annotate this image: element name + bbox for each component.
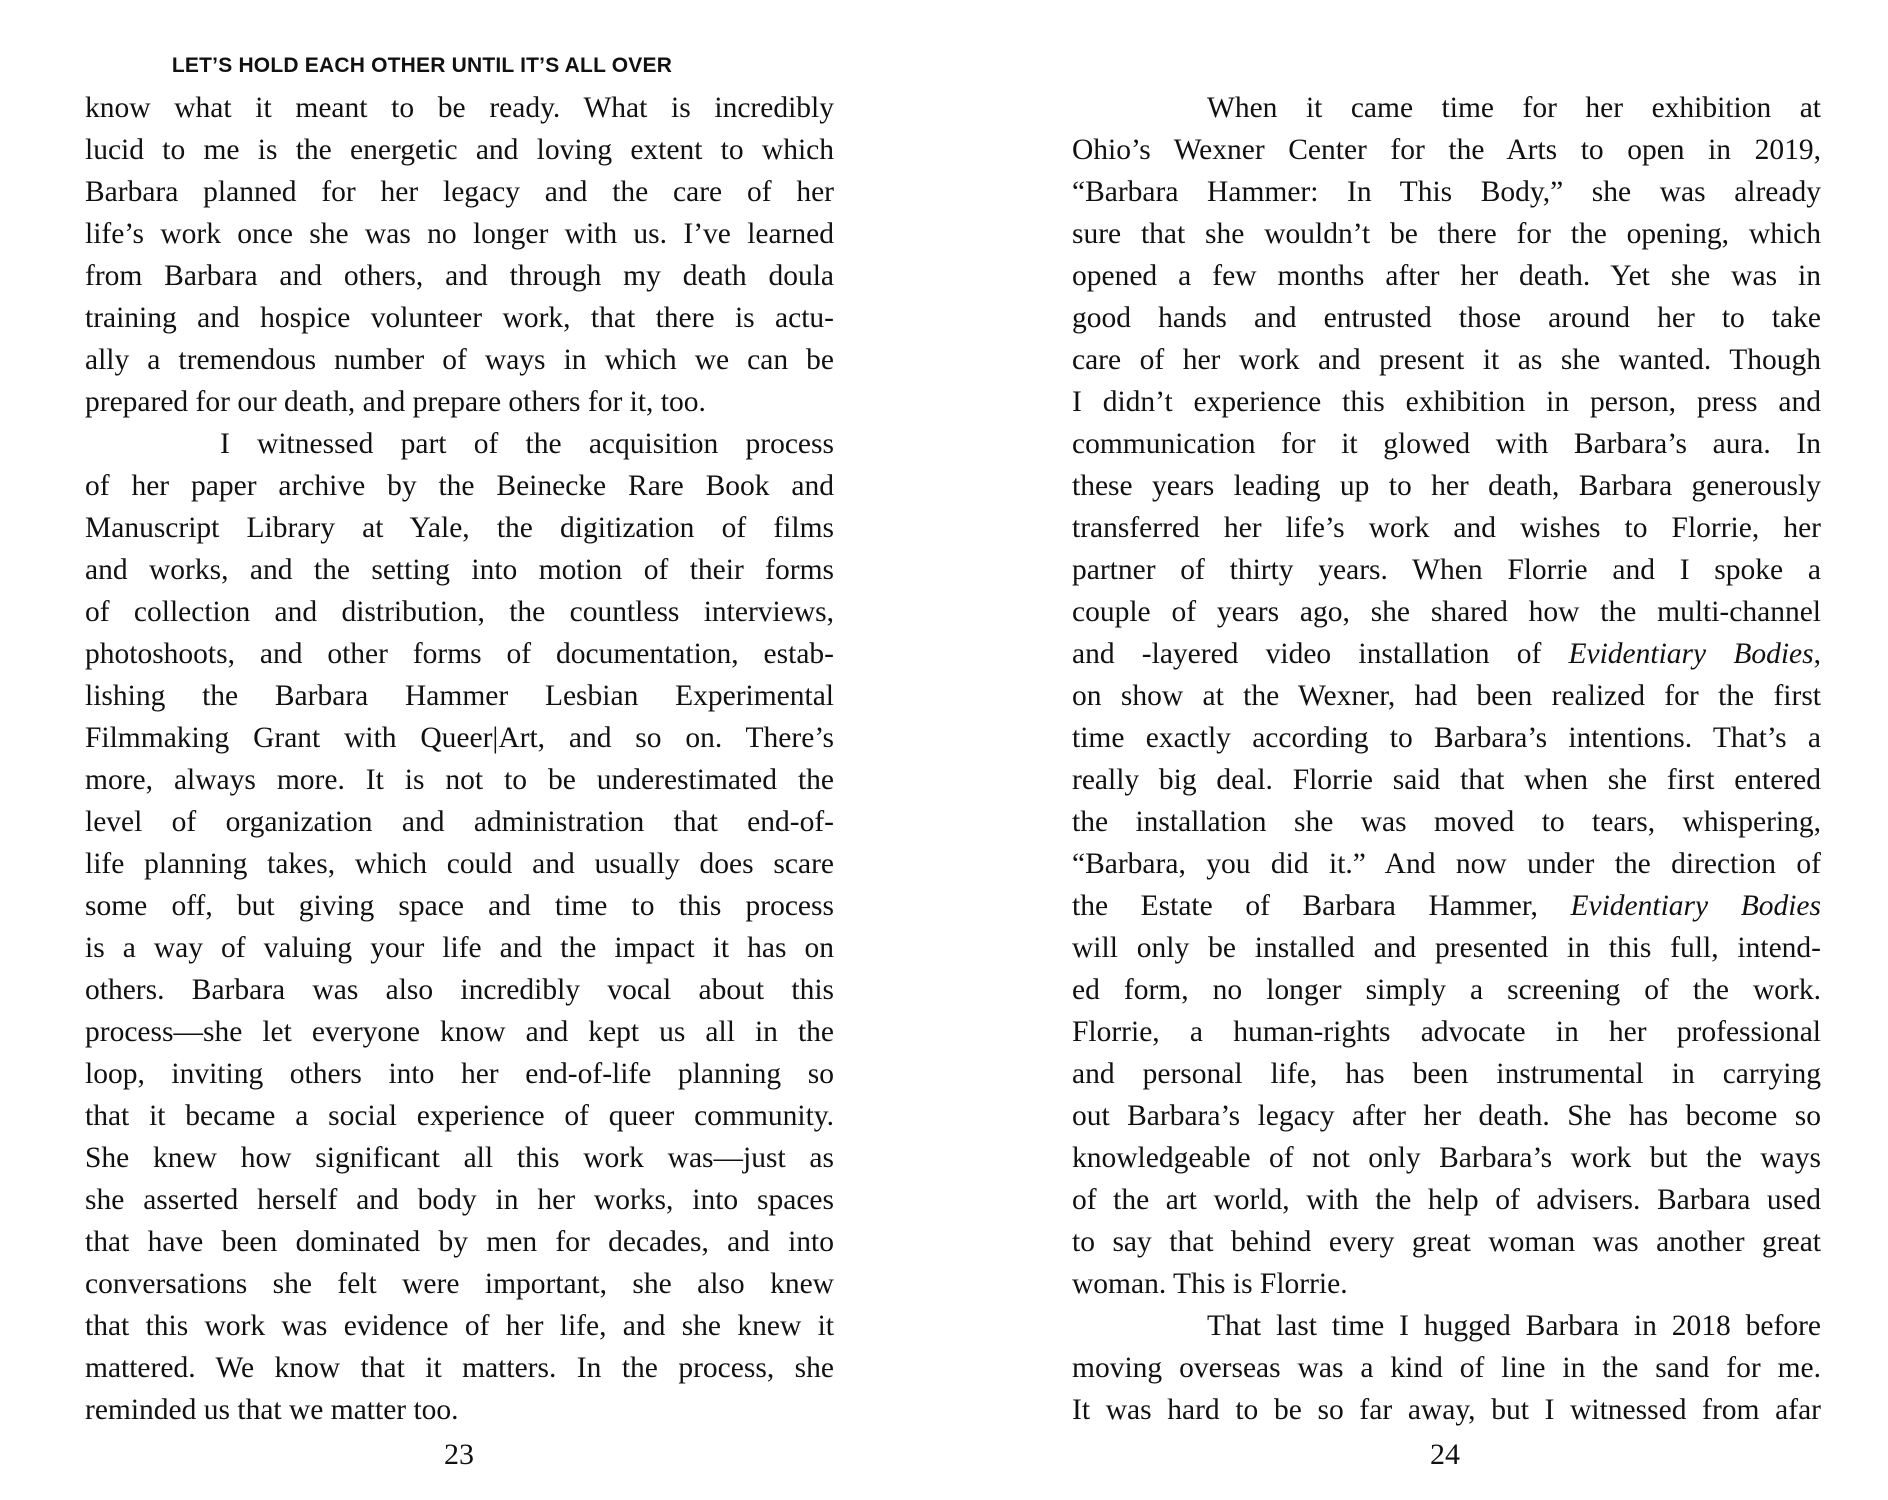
text-line-content: “Barbara Hammer: In This Body,” she was already: [1072, 176, 1821, 208]
text-line-content: That last time I hugged Barbara in 2018 before: [1207, 1310, 1821, 1342]
text-line: [1072, 1137, 1821, 1179]
text-line-content: training and hospice volunteer work, that there is actu-: [85, 302, 834, 334]
text-line-content: some off, but giving space and time to this process: [85, 890, 834, 922]
text-line: [85, 717, 834, 759]
text-line: [85, 1389, 834, 1431]
text-line: [1072, 1347, 1821, 1389]
text-line: [85, 1179, 834, 1221]
text-line-content: out Barbara’s legacy after her death. She has become so: [1072, 1100, 1821, 1132]
text-line: [85, 801, 834, 843]
text-line: [85, 1221, 834, 1263]
text-line: [1072, 87, 1821, 129]
text-line: [85, 255, 834, 297]
text-line-content: When it came time for her exhibition at: [1207, 92, 1821, 124]
text-line: [1072, 633, 1821, 675]
text-line-content: really big deal. Florrie said that when she first entered: [1072, 764, 1821, 796]
text-line: [85, 1095, 834, 1137]
text-line-content: will only be installed and presented in this full, intend-: [1072, 932, 1821, 964]
text-line-content: It was hard to be so far away, but I witnessed from afar: [1072, 1394, 1821, 1426]
text-line: [85, 507, 834, 549]
text-line: [85, 675, 834, 717]
text-line: [1072, 1053, 1821, 1095]
text-line-content: good hands and entrusted those around her to take: [1072, 302, 1821, 334]
text-line-content: lucid to me is the energetic and loving extent to which: [85, 134, 834, 166]
text-line-content: on show at the Wexner, had been realized for the first: [1072, 680, 1821, 712]
text-line: [85, 465, 834, 507]
text-line: [85, 1137, 834, 1179]
text-line: [85, 549, 834, 591]
text-line: [1072, 507, 1821, 549]
text-line-content: sure that she wouldn’t be there for the opening, which: [1072, 218, 1821, 250]
text-line: [1072, 675, 1821, 717]
page-number-left: 23: [444, 1438, 474, 1471]
text-line-content: Barbara planned for her legacy and the care of her: [85, 176, 834, 208]
text-line: [85, 87, 834, 129]
text-line: [85, 759, 834, 801]
text-line-content: I witnessed part of the acquisition process: [220, 428, 834, 460]
text-line: [85, 633, 834, 675]
text-line-content: life planning takes, which could and usually does scare: [85, 848, 834, 880]
text-line-content: Manuscript Library at Yale, the digitization of films: [85, 512, 834, 544]
right-page-text: [1072, 87, 1821, 1431]
text-line: [1072, 549, 1821, 591]
text-line-content: and works, and the setting into motion of their forms: [85, 554, 834, 586]
text-line-content: of collection and distribution, the countless interviews,: [85, 596, 834, 628]
text-line: [1072, 1389, 1821, 1431]
text-line: [1072, 1179, 1821, 1221]
text-line: [1072, 885, 1821, 927]
text-line-content: that it became a social experience of queer community.: [85, 1100, 834, 1132]
text-line: [1072, 1221, 1821, 1263]
text-line: [1072, 423, 1821, 465]
text-line-content: communication for it glowed with Barbara’s aura. In: [1072, 428, 1821, 460]
text-line: [1072, 339, 1821, 381]
text-line-content: woman. This is Florrie.: [1072, 1268, 1348, 1300]
text-line-content: Florrie, a human-rights advocate in her professional: [1072, 1016, 1821, 1048]
text-line-content: couple of years ago, she shared how the multi-channel: [1072, 596, 1821, 628]
text-line: [85, 1263, 834, 1305]
text-line: [1072, 297, 1821, 339]
text-line-content: knowledgeable of not only Barbara’s work but the ways: [1072, 1142, 1821, 1174]
text-line-content: know what it meant to be ready. What is incredibly: [85, 92, 834, 124]
text-line-content: that have been dominated by men for decades, and into: [85, 1226, 834, 1258]
text-line: [85, 591, 834, 633]
text-line-content: level of organization and administration that end-of-: [85, 806, 834, 838]
left-page-text: [85, 87, 834, 1431]
text-line-content: partner of thirty years. When Florrie and I spoke a: [1072, 554, 1821, 586]
text-line-content: to say that behind every great woman was another great: [1072, 1226, 1821, 1258]
text-line: [85, 1011, 834, 1053]
text-line: [85, 423, 834, 465]
text-line: [1072, 1305, 1821, 1347]
text-line-content: transferred her life’s work and wishes to Florrie, her: [1072, 512, 1821, 544]
text-line-content: these years leading up to her death, Barbara generously: [1072, 470, 1821, 502]
italic-title: Evidentiary Bodies: [1568, 638, 1814, 670]
text-line: [1072, 213, 1821, 255]
text-line-content: life’s work once she was no longer with us. I’ve learned: [85, 218, 834, 250]
text-line-content: mattered. We know that it matters. In the process, she: [85, 1352, 834, 1384]
text-line-content: is a way of valuing your life and the impact it has on: [85, 932, 834, 964]
text-line-content: of her paper archive by the Beinecke Rare Book and: [85, 470, 834, 502]
text-line: [1072, 591, 1821, 633]
text-line: [85, 171, 834, 213]
text-line-content: others. Barbara was also incredibly vocal about this: [85, 974, 834, 1006]
text-line-content: reminded us that we matter too.: [85, 1394, 459, 1426]
italic-title: Evidentiary Bodies: [1570, 890, 1821, 922]
text-line: [85, 885, 834, 927]
text-line: [1072, 1011, 1821, 1053]
text-line-content: she asserted herself and body in her works, into spaces: [85, 1184, 834, 1216]
text-line-content: ed form, no longer simply a screening of the work.: [1072, 974, 1821, 1006]
text-line: [1072, 465, 1821, 507]
text-line-content: Ohio’s Wexner Center for the Arts to open in 2019,: [1072, 134, 1821, 166]
text-line: [85, 1305, 834, 1347]
text-line: [1072, 843, 1821, 885]
text-line-content: prepared for our death, and prepare others for it, too.: [85, 386, 706, 418]
text-line-content: conversations she felt were important, she also knew: [85, 1268, 834, 1300]
text-line-content: ally a tremendous number of ways in which we can be: [85, 344, 834, 376]
text-line: [1072, 801, 1821, 843]
text-line: [85, 1053, 834, 1095]
running-head: LET’S HOLD EACH OTHER UNTIL IT’S ALL OVER: [171, 54, 673, 77]
text-line-content: and -layered video installation of: [1072, 638, 1569, 670]
text-line: [85, 927, 834, 969]
text-line: [1072, 381, 1821, 423]
text-line: [1072, 129, 1821, 171]
text-line: [1072, 969, 1821, 1011]
text-line: [1072, 759, 1821, 801]
page-number-right: 24: [1430, 1438, 1460, 1471]
text-line: [85, 129, 834, 171]
text-line-content: moving overseas was a kind of line in the sand for me.: [1072, 1352, 1821, 1384]
text-line: [85, 381, 834, 423]
text-line: [85, 213, 834, 255]
text-line: [85, 339, 834, 381]
text-line-content: and personal life, has been instrumental in carrying: [1072, 1058, 1821, 1090]
text-line-content: process—she let everyone know and kept us all in the: [85, 1016, 834, 1048]
text-line-content: from Barbara and others, and through my death doula: [85, 260, 834, 292]
text-line-content: Filmmaking Grant with Queer|Art, and so on. There’s: [85, 722, 834, 754]
text-line: [1072, 717, 1821, 759]
text-line-content: that this work was evidence of her life, and she knew it: [85, 1310, 834, 1342]
text-line-content: loop, inviting others into her end-of-life planning so: [85, 1058, 834, 1090]
text-line: [1072, 255, 1821, 297]
text-line-content: photoshoots, and other forms of documentation, estab-: [85, 638, 834, 670]
text-line-tail: ,: [1813, 638, 1821, 670]
text-line: [85, 843, 834, 885]
text-line-content: the Estate of Barbara Hammer,: [1072, 890, 1571, 922]
text-line-content: of the art world, with the help of advisers. Barbara used: [1072, 1184, 1821, 1216]
text-line-content: time exactly according to Barbara’s intentions. That’s a: [1072, 722, 1821, 754]
text-line-content: opened a few months after her death. Yet she was in: [1072, 260, 1821, 292]
text-line-content: I didn’t experience this exhibition in person, press and: [1072, 386, 1821, 418]
text-line: [1072, 1263, 1821, 1305]
text-line-content: “Barbara, you did it.” And now under the direction of: [1072, 848, 1821, 880]
text-line: [1072, 171, 1821, 213]
text-line-content: more, always more. It is not to be underestimated the: [85, 764, 834, 796]
text-line: [1072, 1095, 1821, 1137]
text-line: [85, 969, 834, 1011]
text-line-content: lishing the Barbara Hammer Lesbian Experimental: [85, 680, 834, 712]
text-line-content: care of her work and present it as she wanted. Though: [1072, 344, 1821, 376]
text-line: [1072, 927, 1821, 969]
text-line-content: the installation she was moved to tears, whispering,: [1072, 806, 1821, 838]
text-line: [85, 1347, 834, 1389]
text-line-content: She knew how significant all this work was—just as: [85, 1142, 834, 1174]
text-line: [85, 297, 834, 339]
